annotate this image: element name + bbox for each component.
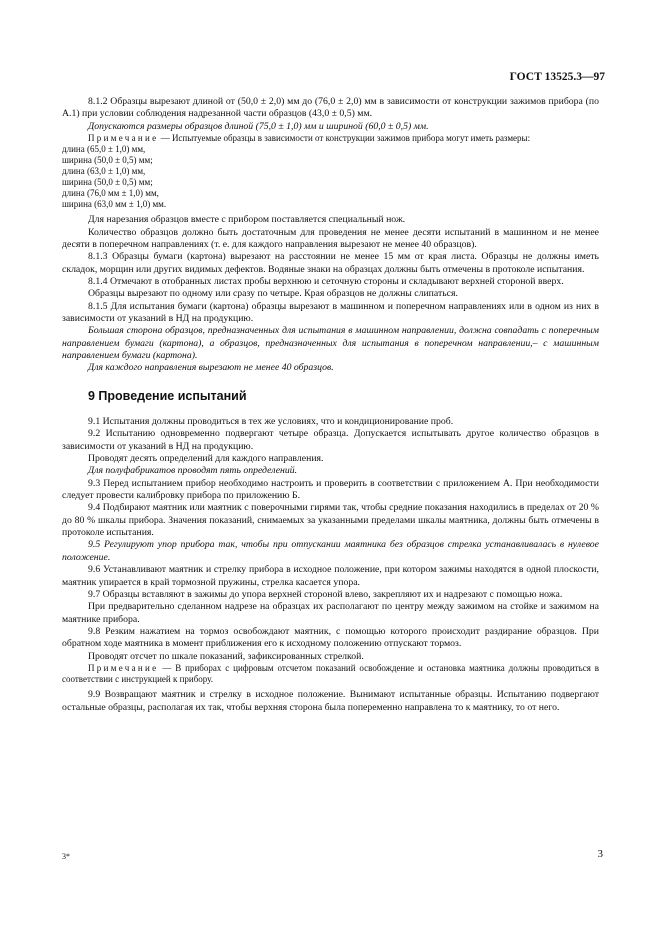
- para-9-9: 9.9 Возвращают маятник и стрелку в исходное положение. Вынимают испытанные образцы. Испытанию подвергают остальные образцы, располагая их так, чтобы верхняя сторона была попеременно направлена то к маятнику, то от него.: [62, 689, 599, 713]
- note-1: [62, 133, 599, 144]
- para-knife: Для нарезания образцов вместе с прибором поставляется специальный нож.: [88, 214, 406, 226]
- para-8-1-4: 8.1.4 Отмечают в отобранных листах пробы верхнюю и сеточную стороны и складывают верхней стороной вверх.: [88, 275, 564, 287]
- para-9-7-b: При предварительно сделанном надрезе на образцах их располагают по центру между зажимом на стойке и зажимом на маятнике прибора.: [62, 601, 599, 625]
- para-9-2-b: Проводят десять определений для каждого направления.: [88, 453, 324, 465]
- para-9-8: 9.8 Резким нажатием на тормоз освобождают маятник, с помощью которого происходит раздирание образцов. При обратном ходе маятника в момент приближения его к исходному положению отпускают тормоз.: [62, 625, 599, 650]
- standard-header: ГОСТ 13525.3—97: [509, 71, 605, 83]
- para-9-2-italic: Для полуфабрикатов проводят пять определений.: [88, 465, 298, 477]
- para-9-4: 9.4 Подбирают маятник или маятник с поверочными гирями так, чтобы средние показания находились в пределах от 20 % до 80 % шкалы прибора. Значения показаний, снимаемых за указанными пределами шкалы маятника, должны быть отмечены в протоколе испытания.: [62, 502, 599, 539]
- para-9-2: 9.2 Испытанию одновременно подвергают четыре образца. Допускается испытывать другое количество образцов в зависимости от указаний в НД на продукцию.: [62, 428, 599, 452]
- para-8-1-4-b: Образцы вырезают по одному или сразу по четыре. Края образцов не должны слипаться.: [88, 288, 458, 300]
- para-9-3: 9.3 Перед испытанием прибор необходимо настроить и проверить в соответствии с приложением А. При необходимости следует провести калибровку прибора по приложению Б.: [62, 477, 599, 502]
- para-9-6: 9.6 Устанавливают маятник и стрелку прибора в исходное положение, при котором зажимы находятся в одной плоскости, маятник упирается в край тормозной пружины, стрелка касается упора.: [62, 564, 599, 588]
- note-2-label: Примечание: [88, 662, 159, 673]
- para-8-1-2-allowed: Допускаются размеры образцов длиной (75,0 ± 1,0) мм и шириной (60,0 ± 0,5) мм.: [88, 120, 429, 132]
- dim-item: ширина (50,0 ± 0,5) мм;: [62, 155, 153, 166]
- para-9-1: 9.1 Испытания должны проводиться в тех же условиях, что и кондиционирование проб.: [88, 416, 454, 428]
- dimensions-list: [62, 144, 599, 210]
- dim-item: ширина (63,0 мм ± 1,0) мм.: [62, 199, 167, 210]
- dim-item: длина (65,0 ± 1,0) мм,: [62, 144, 146, 155]
- section-9-heading: 9 Проведение испытаний: [88, 388, 247, 403]
- page-number: 3: [597, 848, 603, 860]
- note-1-text: — Испытуемые образцы в зависимости от конструкции зажимов прибора могут иметь размеры:: [158, 133, 531, 144]
- dim-item: длина (63,0 ± 1,0) мм,: [62, 166, 146, 177]
- para-9-5: 9.5 Регулируют упор прибора так, чтобы при отпускании маятника без образцов стрелка устанавливалась в нулевое положение.: [62, 539, 599, 563]
- note-2: [62, 663, 599, 685]
- page-body: [62, 96, 599, 714]
- para-8-1-2: 8.1.2 Образцы вырезают длиной от (50,0 ± 2,0) мм до (76,0 ± 2,0) мм в зависимости от конструкции зажимов прибора (по А.1) при условии соблюдения надрезанной части образцов (43,0 ± 0,5) мм.: [62, 96, 599, 120]
- para-8-1-5-italic-2: Для каждого направления вырезают не менее 40 образцов.: [88, 362, 334, 374]
- para-8-1-5-italic-1: Большая сторона образцов, предназначенных для испытания в машинном направлении, должна совпадать с поперечным направлением бумаги (картона), а образцов, предназначенных для испытания в поперечном направлении,– с машинным направлением бумаги (картона).: [62, 325, 599, 362]
- dim-item: ширина (50,0 ± 0,5) мм;: [62, 177, 153, 188]
- para-8-1-3: 8.1.3 Образцы бумаги (картона) вырезают на расстоянии не менее 15 мм от края листа. Образцы не должны иметь складок, морщин или других видимых дефектов. Водяные знаки на образцах должны быть отмечены в протоколе испытания.: [62, 251, 599, 275]
- para-9-8-b: Проводят отсчет по шкале показаний, зафиксированных стрелкой.: [88, 650, 364, 662]
- dim-item: длина (76,0 мм ± 1,0) мм,: [62, 188, 159, 199]
- para-9-7: 9.7 Образцы вставляют в зажимы до упора верхней стороной влево, закрепляют их и надрезают с помощью ножа.: [88, 588, 563, 600]
- footer-mark: 3*: [62, 852, 70, 861]
- note-1-label: Примечание: [88, 133, 159, 144]
- para-quantity: Количество образцов должно быть достаточным для проведения не менее десяти испытаний в машинном и не менее десяти в поперечном направлениях (т. е. для каждого направления вырезают не менее 40 образцов).: [62, 226, 599, 250]
- para-8-1-5: 8.1.5 Для испытания бумаги (картона) образцы вырезают в машинном и поперечном направлениях или в одном из них в зависимости от указаний в НД на продукцию.: [62, 300, 599, 324]
- note-2-text: — В приборах с цифровым отсчетом показаний освобождение и остановка маятника должны проводиться в соответствии с инструкцией к прибору.: [62, 662, 599, 685]
